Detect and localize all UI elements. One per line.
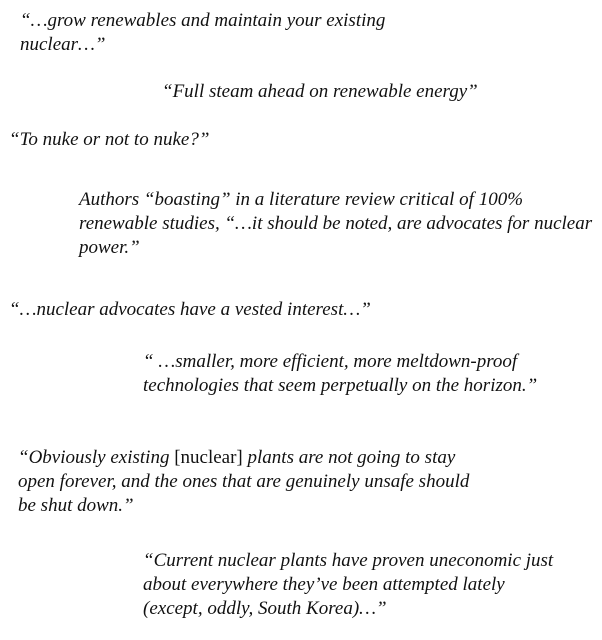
quote-existing-plants-end: plants are not going to stay open forever, and the ones that are genuinely unsafe should be shut down.” (18, 447, 470, 516)
quote-to-nuke-or-not: “To nuke or not to nuke?” (9, 129, 210, 150)
quote-vested-interest: “…nuclear advocates have a vested interest…” (9, 299, 371, 320)
quote-smaller-technologies: “ …smaller, more efficient, more meltdown-proof technologies that seem perpetually on the horizon.” (143, 351, 538, 396)
quote-existing-plants-start: “Obviously existing (18, 447, 175, 468)
quote-grow-renewables: “…grow renewables and maintain your existing nuclear…” (20, 10, 386, 55)
bracketed-insertion: [nuclear] (174, 447, 243, 468)
quote-existing-plants (18, 446, 488, 518)
quote-full-steam-ahead: “Full steam ahead on renewable energy” (162, 81, 478, 102)
quote-current-plants-uneconomic: “Current nuclear plants have proven uneconomic just about everywhere they’ve been attempted lately (except, oddly, South Korea)…” (143, 550, 554, 619)
quote-authors-boasting: Authors “boasting” in a literature review critical of 100% renewable studies, “…it should be noted, are advocates for nuclear power.” (79, 189, 593, 258)
